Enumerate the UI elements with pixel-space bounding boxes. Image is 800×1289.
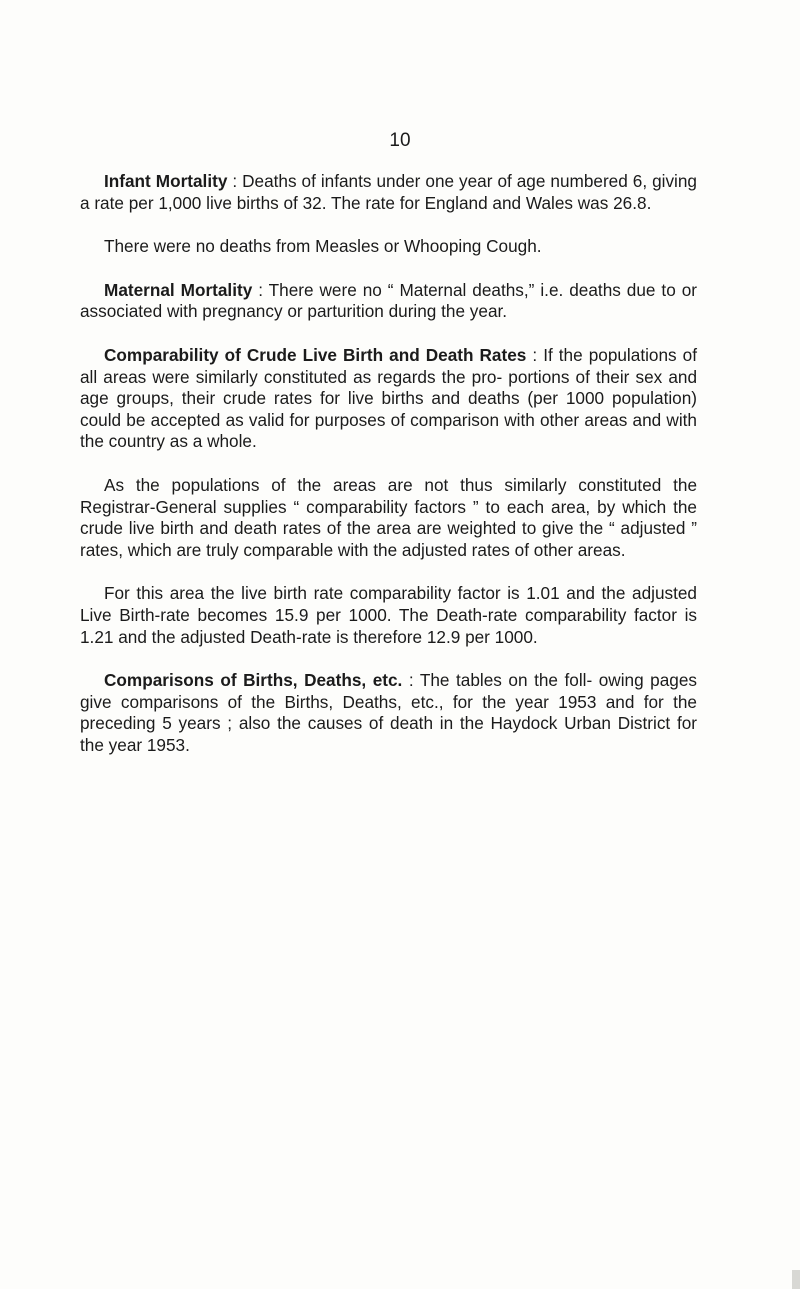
heading-infant-mortality: Infant Mortality (104, 171, 228, 191)
page-number: 10 (389, 130, 411, 151)
page-edge-shadow (792, 1270, 800, 1289)
paragraph-text: : If the populations of all areas were similarly constituted as regards the pro- portions of their sex and age groups, their crude rates for live births and deaths (per 1000 population) could be accepted as valid for purposes of comparison with other areas and with the country as a whole. (80, 344, 697, 452)
paragraph-text: : There were no “ Maternal deaths,” i.e. deaths due to or associated with pregnancy or parturition during the year. (80, 279, 698, 322)
paragraph-maternal-mortality (80, 280, 697, 323)
paragraph-adjusted-rates (80, 583, 697, 648)
paragraph-comparisons (80, 670, 697, 756)
paragraph-text: There were no deaths from Measles or Whooping Cough. (104, 236, 542, 257)
paragraph-measles-whooping-cough (80, 236, 697, 258)
heading-comparability: Comparability of Crude Live Birth and Death Rates (104, 344, 527, 365)
paragraph-text: : Deaths of infants under one year of age numbered 6, giving a rate per 1,000 live births of 32. The rate for England and Wales was 26.8. (80, 171, 697, 213)
paragraph-comparability (80, 345, 697, 453)
paragraph-text: : The tables on the foll- owing pages give comparisons of the Births, Deaths, etc., for the year 1953 and for the preceding 5 years ; also the causes of death in the Haydock Urban District for the year 1953. (80, 670, 697, 755)
paragraph-text: For this area the live birth rate comparability factor is 1.01 and the adjusted Live Birth-rate becomes 15.9 per 1000. The Death-rate comparability factor is 1.21 and the adjusted Death-rate is therefore 12.9 per 1000. (80, 583, 697, 647)
heading-maternal-mortality: Maternal Mortality (104, 279, 253, 300)
document-body (80, 171, 697, 778)
heading-comparisons: Comparisons of Births, Deaths, etc. (104, 670, 403, 691)
paragraph-text: As the populations of the areas are not thus similarly constituted the Registrar-General supplies “ comparability factors ” to each area, by which the crude live birth and death rates of the area are weighted to give the “ adjusted ” rates, which are truly comparable with the adjusted rates of other areas. (80, 474, 697, 560)
paragraph-comparability-factors (80, 475, 697, 561)
paragraph-infant-mortality (80, 171, 697, 214)
